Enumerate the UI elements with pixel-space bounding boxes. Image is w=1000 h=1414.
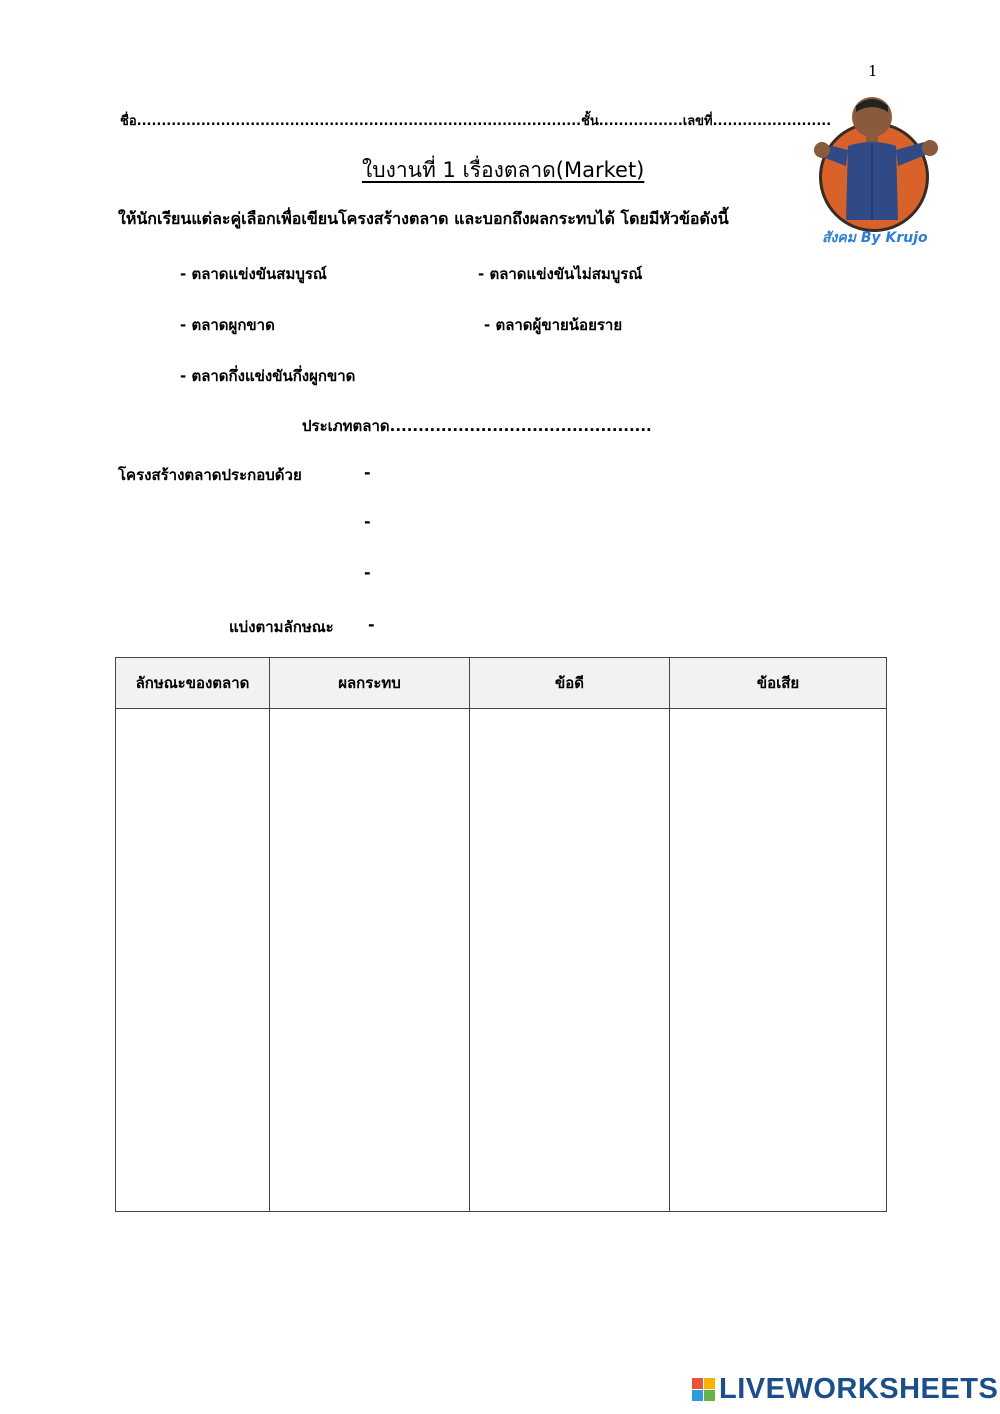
structure-dash-2: - xyxy=(364,512,371,531)
characteristics-label: แบ่งตามลักษณะ xyxy=(229,618,334,636)
option-imperfect-competition: - ตลาดแข่งขันไม่สมบูรณ์ xyxy=(478,265,643,283)
header-market-characteristics: ลักษณะของตลาด xyxy=(116,658,270,709)
table-header-row xyxy=(116,658,887,709)
liveworksheets-brand xyxy=(692,1372,998,1406)
table-row xyxy=(116,709,887,1212)
page-number: 1 xyxy=(868,62,878,80)
cell-impact-answer[interactable] xyxy=(270,709,470,1212)
option-oligopoly: - ตลาดผู้ขายน้อยราย xyxy=(484,316,623,334)
structure-label: โครงสร้างตลาดประกอบด้วย xyxy=(118,466,302,484)
market-table xyxy=(115,657,887,1212)
student-info-line: ชื่อ..........................................................................................ชั้น.................เลขที่........................ xyxy=(120,114,832,129)
header-impact: ผลกระทบ xyxy=(270,658,470,709)
liveworksheets-logo-icon xyxy=(692,1378,715,1401)
cell-characteristics-answer[interactable] xyxy=(116,709,270,1212)
option-monopoly: - ตลาดผูกขาด xyxy=(180,316,275,334)
brand-name: LIVEWORKSHEETS xyxy=(719,1372,999,1405)
header-disadvantages: ข้อเสีย xyxy=(670,658,887,709)
option-monopolistic-competition: - ตลาดกึ่งแข่งขันกึ่งผูกขาด xyxy=(180,367,356,385)
option-perfect-competition: - ตลาดแข่งขันสมบูรณ์ xyxy=(180,265,327,283)
cell-disadvantages-answer[interactable] xyxy=(670,709,887,1212)
instruction-text: ให้นักเรียนแต่ละคู่เลือกเพื่อเขียนโครงสร้างตลาด และบอกถึงผลกระทบได้ โดยมีหัวข้อดังนี้ xyxy=(118,209,729,228)
cell-advantages-answer[interactable] xyxy=(470,709,670,1212)
characteristics-dash: - xyxy=(368,615,375,634)
market-type-line: ประเภทตลาด.............................................. xyxy=(302,417,652,435)
person-illustration-icon xyxy=(812,92,948,232)
structure-dash-3: - xyxy=(364,563,371,582)
structure-dash-1: - xyxy=(364,463,371,482)
logo-caption: สังคม By Krujo xyxy=(822,230,928,246)
header-advantages: ข้อดี xyxy=(470,658,670,709)
worksheet-title: ใบงานที่ 1 เรื่องตลาด(Market) xyxy=(362,158,645,182)
